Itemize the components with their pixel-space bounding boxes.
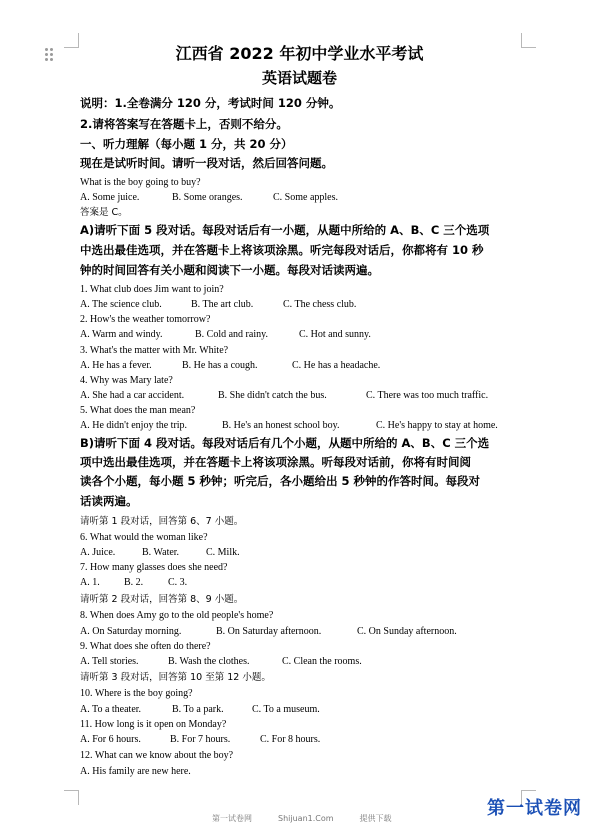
group-note: 请听第 2 段对话，回答第 8、9 小题。: [80, 594, 244, 605]
option: B. Some oranges.: [172, 192, 243, 203]
question: 6. What would the woman like?: [80, 532, 208, 543]
option: C. For 8 hours.: [260, 734, 321, 745]
question: 7. How many glasses does she need?: [80, 562, 228, 573]
option: B. To a park.: [172, 704, 224, 715]
question: 10. Where is the boy going?: [80, 688, 193, 699]
question: 9. What does she often do there?: [80, 641, 211, 652]
section-b-instruction: 读各个小题，每小题 5 秒钟；听完后，各小题给出 5 秒钟的作答时间。每段对: [80, 474, 481, 488]
question-options: [80, 359, 380, 372]
option: B. Water.: [142, 547, 180, 558]
section-a-instruction: A)请听下面 5 段对话。每段对话后有一小题，从题中所给的 A、B、C 三个选项: [80, 223, 490, 237]
instruction-line: 说明：1.全卷满分 120 分，考试时间 120 分钟。: [80, 96, 341, 110]
question-options: [80, 655, 362, 668]
question-options: [80, 625, 457, 638]
option: A. He didn't enjoy the trip.: [80, 420, 188, 431]
option: B. The art club.: [191, 299, 254, 310]
option: C. Some apples.: [273, 192, 338, 203]
option: A. To a theater.: [80, 704, 142, 715]
question: 3. What's the matter with Mr. White?: [80, 345, 229, 356]
option: A. Some juice.: [80, 192, 140, 203]
question: 1. What club does Jim want to join?: [80, 284, 224, 295]
option: A. On Saturday morning.: [80, 626, 182, 637]
option: C. He has a headache.: [292, 360, 381, 371]
option: C. The chess club.: [283, 299, 357, 310]
footer-site-name: 第一试卷网: [212, 814, 252, 823]
option: B. On Saturday afternoon.: [216, 626, 322, 637]
section-a-instruction: 中选出最佳选项，并在答题卡上将该项涂黑。听完每段对话后，你都将有 10 秒: [80, 243, 484, 257]
question-options: [80, 328, 371, 341]
exam-subtitle: 英语试题卷: [261, 69, 337, 87]
question-options: [80, 419, 498, 432]
option: C. He's happy to stay at home.: [376, 420, 498, 431]
crop-mark-bottom-left: [64, 790, 79, 805]
group-note: 请听第 1 段对话，回答第 6、7 小题。: [80, 516, 244, 527]
question-options: [80, 733, 320, 746]
option: B. He has a cough.: [182, 360, 258, 371]
option: B. Cold and rainy.: [195, 329, 268, 340]
option: A. She had a car accident.: [80, 390, 185, 401]
question-options: [80, 298, 356, 311]
footer-download-note: 提供下载: [359, 814, 392, 823]
option: A. 1.: [80, 577, 100, 588]
group-note: 请听第 3 段对话，回答第 10 至第 12 小题。: [80, 672, 271, 683]
question-options: [80, 765, 191, 778]
option: B. For 7 hours.: [170, 734, 231, 745]
question: 12. What can we know about the boy?: [80, 750, 234, 761]
question: 11. How long is it open on Monday?: [80, 719, 227, 730]
exam-title: 江西省 2022 年初中学业水平考试: [175, 44, 424, 63]
question-options: [80, 546, 240, 559]
question-options: [80, 576, 187, 589]
footer-site-url: Shijuan1.Com: [278, 814, 334, 823]
option: A. For 6 hours.: [80, 734, 141, 745]
option: C. Milk.: [206, 547, 240, 558]
option: B. 2.: [124, 577, 144, 588]
question: 2. How's the weather tomorrow?: [80, 314, 211, 325]
option: C. On Sunday afternoon.: [357, 626, 457, 637]
section-b-instruction: 话读两遍。: [80, 494, 138, 508]
brand-watermark: 第一试卷网: [487, 798, 582, 819]
option: C. To a museum.: [252, 704, 320, 715]
option: A. The science club.: [80, 299, 162, 310]
option: A. He has a fever.: [80, 360, 152, 371]
question: 8. When does Amy go to the old people's home?: [80, 610, 274, 621]
question: 4. Why was Mary late?: [80, 375, 173, 386]
option: A. His family are new here.: [80, 766, 191, 777]
part-heading: 一、听力理解（每小题 1 分，共 20 分）: [80, 137, 293, 151]
example-options: [80, 191, 338, 204]
option: B. Wash the clothes.: [168, 656, 250, 667]
question-options: [80, 703, 320, 716]
section-a-instruction: 钟的时间回答有关小题和阅读下一小题。每段对话读两遍。: [80, 263, 379, 277]
question-options: [80, 389, 488, 402]
option: B. She didn't catch the bus.: [218, 390, 327, 401]
option: C. 3.: [168, 577, 188, 588]
example-intro: 现在是试听时间。请听一段对话，然后回答问题。: [80, 156, 333, 170]
section-b-instruction: B)请听下面 4 段对话。每段对话后有几个小题，从题中所给的 A、B、C 三个选: [80, 436, 490, 450]
example-question: What is the boy going to buy?: [80, 177, 201, 188]
section-b-instruction: 项中选出最佳选项，并在答题卡上将该项涂黑。听每段对话前，你将有时间阅: [80, 455, 471, 469]
option: B. He's an honest school boy.: [222, 420, 340, 431]
option: A. Tell stories.: [80, 656, 139, 667]
option: C. Hot and sunny.: [299, 329, 371, 340]
page-footer: [212, 813, 418, 824]
option: A. Juice.: [80, 547, 116, 558]
example-answer: 答案是 C。: [80, 207, 128, 218]
question: 5. What does the man mean?: [80, 405, 196, 416]
option: C. Clean the rooms.: [282, 656, 362, 667]
instruction-line: 2.请将答案写在答题卡上，否则不给分。: [80, 117, 288, 131]
option: C. There was too much traffic.: [366, 390, 489, 401]
option: A. Warm and windy.: [80, 329, 163, 340]
